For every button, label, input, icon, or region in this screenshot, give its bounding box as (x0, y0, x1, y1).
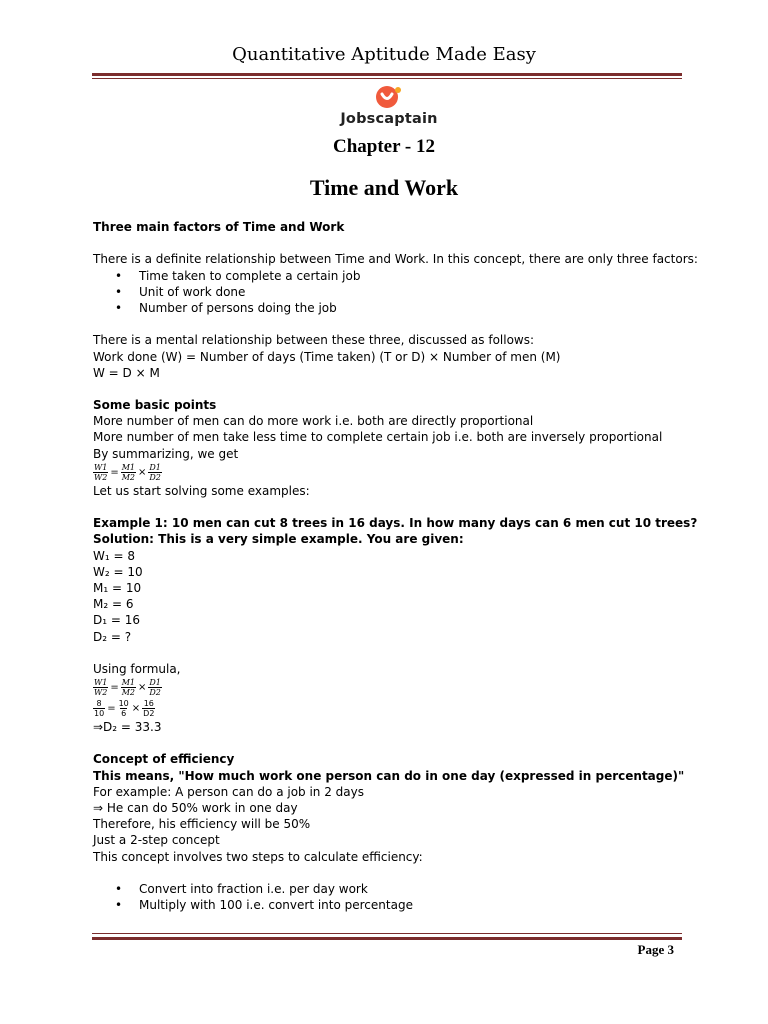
formula-short: W = D × M (93, 365, 160, 380)
section-heading-factors: Three main factors of Time and Work (93, 220, 345, 234)
logo-mark-icon (374, 84, 404, 112)
paragraph-relation: There is a mental relationship between these three, discussed as follows: (93, 333, 535, 348)
given-value: D₁ = 16 (93, 613, 141, 628)
chapter-title: Time and Work (309, 175, 459, 200)
formula-words: Work done (W) = Number of days (Time taken) (T or D) × Number of men (M) (93, 349, 561, 364)
example-result: ⇒D₂ = 33.3 (93, 720, 162, 735)
fraction: $\frac{W1}{W2}$ (94, 678, 108, 698)
logo-text: Jobscaptain (340, 111, 438, 127)
given-value: W₂ = 10 (93, 564, 143, 579)
fraction: $\frac{M1}{M2}$ (121, 462, 135, 482)
footer-rule-thin (92, 933, 682, 934)
efficiency-meaning: This means, "How much work one person can do in one day (expressed in percentage)" (93, 768, 685, 783)
example-question: Example 1: 10 men can cut 8 trees in 16 days. In how many days can 6 men cut 10 trees? (93, 516, 698, 531)
using-formula: Using formula, (93, 661, 181, 676)
jobscaptain-logo (334, 84, 444, 130)
point-directly-proportional: More number of men can do more work i.e. both are directly proportional (93, 414, 534, 429)
efficiency-line: Just a 2-step concept (93, 833, 220, 848)
fraction: $\frac{10}{6}$ (118, 699, 129, 719)
fraction: $\frac{16}{D2}$ (143, 699, 155, 719)
given-value: D₂ = ? (93, 629, 132, 644)
efficiency-example: For example: A person can do a job in 2 days (93, 784, 364, 799)
section-heading-basic-points: Some basic points (93, 398, 217, 413)
list-item: • Number of persons doing the job (115, 300, 337, 315)
running-header: Quantitative Aptitude Made Easy (232, 44, 536, 65)
fraction: $\frac{W1}{W2}$ (94, 462, 108, 482)
page-content (93, 219, 698, 913)
paragraph-intro: There is a definite relationship between Time and Work. In this concept, there are only three factors: (93, 252, 698, 267)
fraction: $\frac{D1}{D2}$ (149, 678, 161, 698)
formula-substituted: $\frac{8}{10}$ = $\frac{10}{6}$ × $\frac{16}{D2}$ (94, 699, 155, 719)
fraction: $\frac{M1}{M2}$ (121, 678, 135, 698)
header-rule-thick (92, 73, 682, 76)
section-heading-efficiency: Concept of efficiency (93, 752, 235, 767)
formula-ratio: $\frac{W1}{W2}$ = $\frac{M1}{M2}$ × $\frac{D1}{D2}$ (94, 462, 161, 482)
chapter-number: Chapter - 12 (332, 136, 436, 157)
efficiency-line: Therefore, his efficiency will be 50% (93, 817, 311, 832)
formula-ratio-repeat: $\frac{W1}{W2}$ = $\frac{M1}{M2}$ × $\frac{D1}{D2}$ (94, 678, 161, 698)
fraction: $\frac{8}{10}$ (94, 699, 105, 719)
list-item: • Multiply with 100 i.e. convert into percentage (115, 898, 413, 913)
list-item: • Convert into fraction i.e. per day work (115, 881, 368, 896)
list-item: • Time taken to complete a certain job (115, 268, 361, 283)
efficiency-line: ⇒ He can do 50% work in one day (93, 801, 298, 815)
list-item: • Unit of work done (115, 284, 246, 299)
examples-intro: Let us start solving some examples: (93, 483, 310, 498)
fraction: $\frac{D1}{D2}$ (149, 462, 161, 482)
header-rule-thin (92, 78, 682, 79)
given-value: W₁ = 8 (93, 548, 135, 563)
given-value: M₂ = 6 (93, 597, 134, 612)
given-value: M₁ = 10 (93, 580, 142, 595)
page-number: Page 3 (637, 942, 674, 957)
summary-line: By summarizing, we get (93, 446, 239, 461)
point-inversely-proportional: More number of men take less time to complete certain job i.e. both are inversely proportional (93, 430, 663, 445)
example-solution: Solution: This is a very simple example. You are given: (93, 532, 464, 547)
footer-rule-thick (92, 937, 682, 940)
efficiency-line: This concept involves two steps to calculate efficiency: (93, 849, 423, 864)
